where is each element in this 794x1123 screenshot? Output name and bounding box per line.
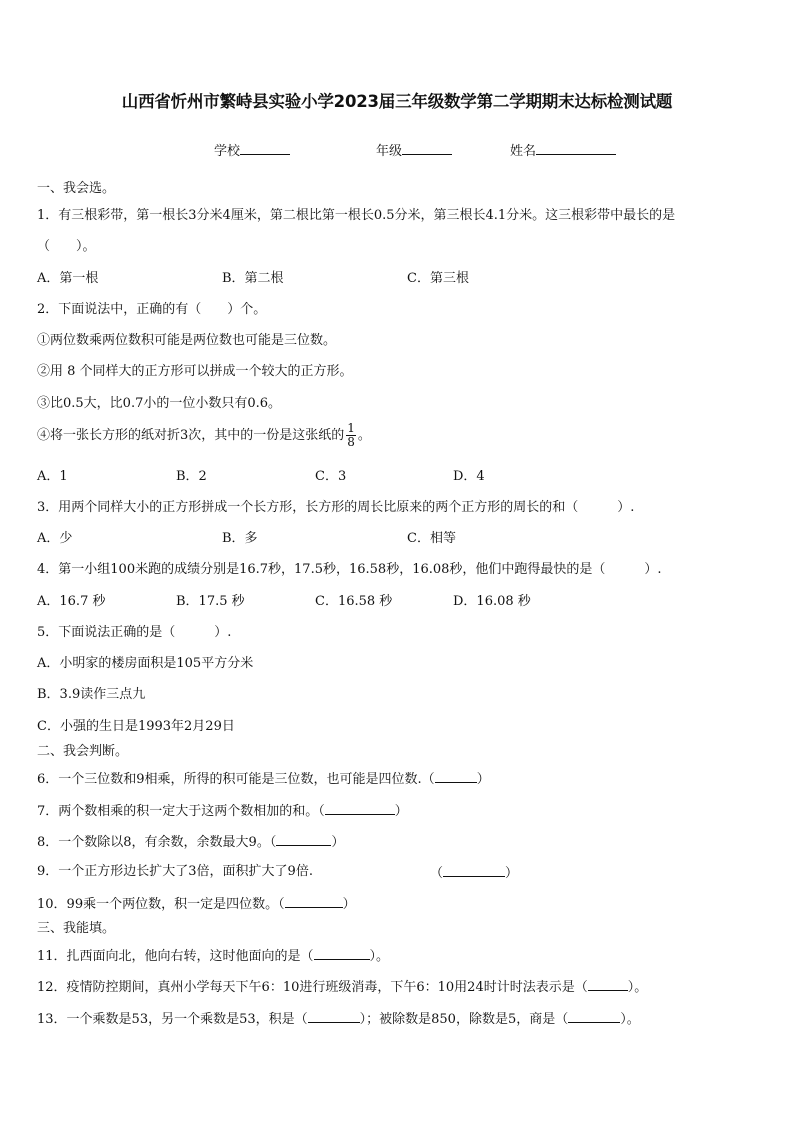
q12-text: 12．疫情防控期间，真州小学每天下午6：10进行班级消毒，下午6：10用24时计时法表示是（ bbox=[37, 980, 588, 995]
q1-stem: 1．有三根彩带，第一根长3分米4厘米，第二根比第一根长0.5分米，第三根长4.1分米。这三根彩带中最长的是 bbox=[37, 208, 676, 223]
q13-mid: ）；被除数是850，除数是5，商是（ bbox=[359, 1012, 569, 1027]
section-heading-2: 二、我会判断。 bbox=[37, 744, 129, 759]
grade-label: 年级 bbox=[376, 144, 403, 159]
q2-option-d[interactable]: D．4 bbox=[453, 469, 485, 484]
name-label: 姓名 bbox=[510, 144, 537, 159]
q11-text: 11．扎西面向北，他向右转，这时他面向的是（ bbox=[37, 949, 314, 964]
q13-answer-blank-2[interactable] bbox=[568, 1010, 620, 1023]
q3-stem: 3．用两个同样大小的正方形拼成一个长方形，长方形的周长比原来的两个正方形的周长的和（ ）. bbox=[37, 500, 635, 515]
q9 bbox=[37, 864, 313, 880]
fraction-one-eighth bbox=[346, 422, 356, 449]
q13-text: 13．一个乘数是53，另一个乘数是53，积是（ bbox=[37, 1012, 308, 1027]
q6 bbox=[37, 770, 490, 788]
q9-text: 9．一个正方形边长扩大了3倍，面积扩大了9倍. bbox=[37, 864, 313, 879]
q3-option-c[interactable]: C．相等 bbox=[407, 531, 456, 546]
q1-option-c[interactable]: C．第三根 bbox=[407, 271, 469, 286]
page-title: 山西省忻州市繁峙县实验小学2023届三年级数学第二学期期末达标检测试题 bbox=[121, 92, 673, 111]
q4-option-d[interactable]: D．16.08 秒 bbox=[453, 594, 531, 609]
q8-close: ） bbox=[331, 835, 345, 850]
fraction-denominator: 8 bbox=[347, 435, 355, 449]
q11-answer-blank[interactable] bbox=[314, 947, 370, 960]
q7-text: 7．两个数相乘的积一定大于这两个数相加的和。（ bbox=[37, 804, 325, 819]
school-label: 学校 bbox=[214, 144, 241, 159]
q6-text: 6．一个三位数和9相乘，所得的积可能是三位数，也可能是四位数.（ bbox=[37, 772, 435, 787]
q2-statement-3: ③比0.5大，比0.7小的一位小数只有0.6。 bbox=[37, 396, 282, 411]
q4-option-b[interactable]: B．17.5 秒 bbox=[176, 594, 245, 609]
q10 bbox=[37, 895, 356, 913]
q8 bbox=[37, 833, 344, 851]
school-blank[interactable] bbox=[240, 142, 290, 155]
section-heading-1: 一、我会选。 bbox=[37, 181, 116, 196]
q12-close: ）。 bbox=[627, 980, 648, 995]
q10-close: ） bbox=[342, 897, 356, 912]
q5-option-a[interactable]: A．小明家的楼房面积是105平方分米 bbox=[37, 656, 254, 671]
q1-option-b[interactable]: B．第二根 bbox=[222, 271, 284, 286]
q1-stem-cont: （ ）。 bbox=[37, 239, 96, 254]
q2-option-a[interactable]: A．1 bbox=[37, 469, 68, 484]
q2-statement-1: ①两位数乘两位数积可能是两位数也可能是三位数。 bbox=[37, 333, 337, 348]
q7-answer-blank[interactable] bbox=[325, 802, 395, 815]
q2-statement-4-end: 。 bbox=[357, 428, 371, 443]
q8-answer-blank[interactable] bbox=[276, 833, 331, 846]
q5-option-c[interactable]: C．小强的生日是1993年2月29日 bbox=[37, 719, 235, 734]
q7 bbox=[37, 802, 408, 820]
q3-option-a[interactable]: A．少 bbox=[37, 531, 73, 546]
q10-answer-blank[interactable] bbox=[285, 895, 343, 908]
q9-close: ） bbox=[505, 866, 519, 881]
school-field bbox=[214, 140, 290, 159]
q2-option-b[interactable]: B．2 bbox=[176, 469, 207, 484]
name-field bbox=[510, 140, 616, 159]
q11-close: ）。 bbox=[369, 949, 390, 964]
grade-blank[interactable] bbox=[402, 142, 452, 155]
q10-text: 10．99乘一个两位数，积一定是四位数。（ bbox=[37, 897, 285, 912]
q2-statement-2: ②用 8 个同样大的正方形可以拼成一个较大的正方形。 bbox=[37, 364, 353, 379]
q12 bbox=[37, 978, 647, 996]
q2-statement-4 bbox=[37, 422, 371, 449]
q2-statement-4-text: ④将一张长方形的纸对折3次，其中的一份是这张纸的 bbox=[37, 428, 345, 443]
q2-stem: 2．下面说法中，正确的有（ ）个。 bbox=[37, 302, 267, 317]
q9-answer bbox=[430, 864, 518, 882]
q4-option-a[interactable]: A．16.7 秒 bbox=[37, 594, 106, 609]
q8-text: 8．一个数除以8，有余数，余数最大9。（ bbox=[37, 835, 277, 850]
q11 bbox=[37, 947, 389, 965]
q12-answer-blank[interactable] bbox=[588, 978, 628, 991]
q6-answer-blank[interactable] bbox=[435, 770, 477, 783]
section-heading-3: 三、我能填。 bbox=[37, 921, 116, 936]
q13-answer-blank-1[interactable] bbox=[308, 1010, 360, 1023]
q9-answer-blank[interactable] bbox=[443, 864, 505, 877]
q2-option-c[interactable]: C．3 bbox=[315, 469, 347, 484]
fraction-numerator: 1 bbox=[347, 421, 355, 435]
q1-option-a[interactable]: A．第一根 bbox=[37, 271, 99, 286]
q13-close: ）。 bbox=[620, 1012, 640, 1027]
q7-close: ） bbox=[394, 804, 408, 819]
q13 bbox=[37, 1010, 640, 1028]
q9-open: （ bbox=[430, 866, 444, 881]
name-blank[interactable] bbox=[536, 142, 616, 155]
q6-close: ） bbox=[476, 772, 490, 787]
q5-stem: 5．下面说法正确的是（ ）. bbox=[37, 625, 232, 640]
q4-option-c[interactable]: C．16.58 秒 bbox=[315, 594, 393, 609]
q4-stem: 4．第一小组100米跑的成绩分别是16.7秒，17.5秒，16.58秒，16.08秒，他们中跑得最快的是（ ）. bbox=[37, 562, 662, 577]
grade-field bbox=[376, 140, 452, 159]
q3-option-b[interactable]: B．多 bbox=[222, 531, 258, 546]
q5-option-b[interactable]: B．3.9读作三点九 bbox=[37, 687, 146, 702]
